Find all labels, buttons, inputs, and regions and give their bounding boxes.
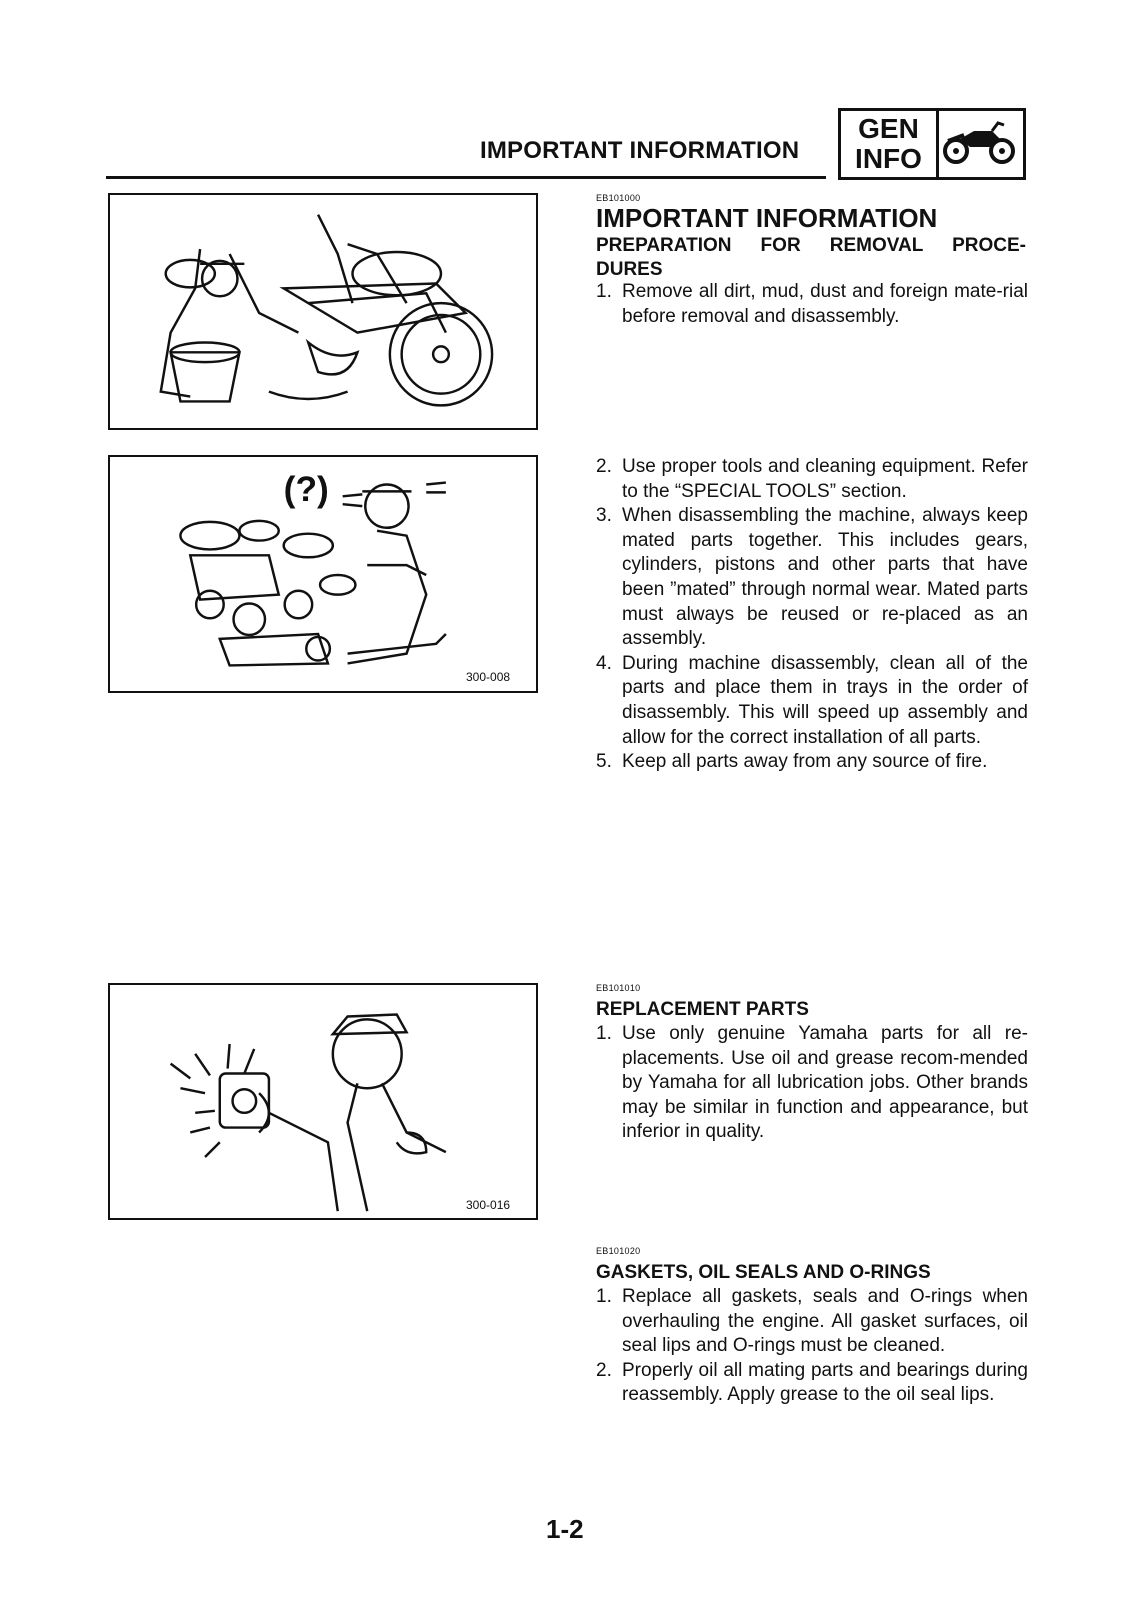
list-item-number: 2. <box>596 456 612 477</box>
list-item-text: Use proper tools and cleaning equipment. Refer to the “SPECIAL TOOLS” section. <box>622 456 1028 502</box>
list-item-number: 3. <box>596 505 612 527</box>
section-code: EB101020 <box>596 1246 641 1256</box>
list-item-number: 1. <box>596 1023 612 1044</box>
section-code: EB101000 <box>596 193 641 203</box>
list-item-text: Keep all parts away from any source of fire. <box>622 751 988 773</box>
motorcycle-icon <box>940 117 1020 173</box>
list-item-text: During machine disassembly, clean all of the parts and place them in trays in the order of disassembly. This will speed up assembly and allow for the correct installation of all parts. <box>622 652 1028 748</box>
list-item-number: 4. <box>596 652 612 674</box>
badge-line-info: INFO <box>855 143 922 174</box>
section-badge <box>838 108 1026 180</box>
list-item <box>596 652 1028 750</box>
figure-disassembled-parts <box>108 455 538 693</box>
section-heading-replacement: REPLACEMENT PARTS <box>596 999 809 1020</box>
list-item-text: Replace all gaskets, seals and O-rings when overhauling the engine. All gasket surfaces, oil seal lips and O-rings must be cleaned. <box>622 1286 1028 1357</box>
list-item-text: When disassembling the machine, always keep mated parts together. This includes gears, cylinders, pistons and other parts that have been ”mated” through normal wear. Mated parts must always be reused or re-placed as an assembly. <box>622 505 1028 650</box>
section-code: EB101010 <box>596 983 641 993</box>
list-item-number: 5. <box>596 751 612 773</box>
list-item <box>596 504 1028 652</box>
list-item <box>596 1285 1028 1359</box>
badge-label <box>841 111 939 177</box>
badge-line-gen: GEN <box>858 113 919 144</box>
preparation-list-part1 <box>596 280 1028 329</box>
gaskets-list <box>596 1285 1028 1408</box>
section-heading-gaskets: GASKETS, OIL SEALS AND O-RINGS <box>596 1262 931 1283</box>
mechanic-holding-genuine-part-illustration <box>110 985 536 1218</box>
running-header-title: IMPORTANT INFORMATION <box>480 137 800 164</box>
page-title: IMPORTANT INFORMATION <box>596 203 938 233</box>
figure-number: 300-008 <box>466 670 511 684</box>
list-item <box>596 455 1028 504</box>
preparation-list-part2 <box>596 455 1028 775</box>
list-item-text: Properly oil all mating parts and bearings during reassembly. Apply grease to the oil seal lips. <box>622 1359 1028 1406</box>
mechanic-washing-motorcycle-illustration <box>110 195 536 428</box>
list-item <box>596 1359 1028 1408</box>
list-item-number: 2. <box>596 1359 612 1381</box>
list-item-text: Use only genuine Yamaha parts for all re-placements. Use oil and grease recom-mended by Yamaha for all lubrication jobs. Other brands may be similar in function and appearance, but inferior in quality. <box>622 1023 1028 1143</box>
replacement-list <box>596 1022 1028 1145</box>
mechanic-with-disassembled-parts-illustration <box>110 457 536 691</box>
list-item <box>596 280 1028 329</box>
figure-number: 300-016 <box>466 1198 511 1212</box>
list-item-number: 1. <box>596 1286 612 1307</box>
list-item-text: Remove all dirt, mud, dust and foreign mate-rial before removal and disassembly. <box>622 281 1028 327</box>
header-rule <box>106 176 826 179</box>
heading-line: PREPARATION FOR REMOVAL PROCE- <box>596 235 1026 256</box>
figure-washing-motorcycle <box>108 193 538 430</box>
list-item <box>596 1022 1028 1145</box>
figure-genuine-part <box>108 983 538 1220</box>
section-heading-preparation <box>596 234 1026 282</box>
page-number: 1-2 <box>546 1514 584 1544</box>
svg-text:(?): (?) <box>283 470 329 510</box>
list-item-number: 1. <box>596 281 612 302</box>
list-item <box>596 750 1028 775</box>
heading-line: DURES <box>596 259 663 280</box>
